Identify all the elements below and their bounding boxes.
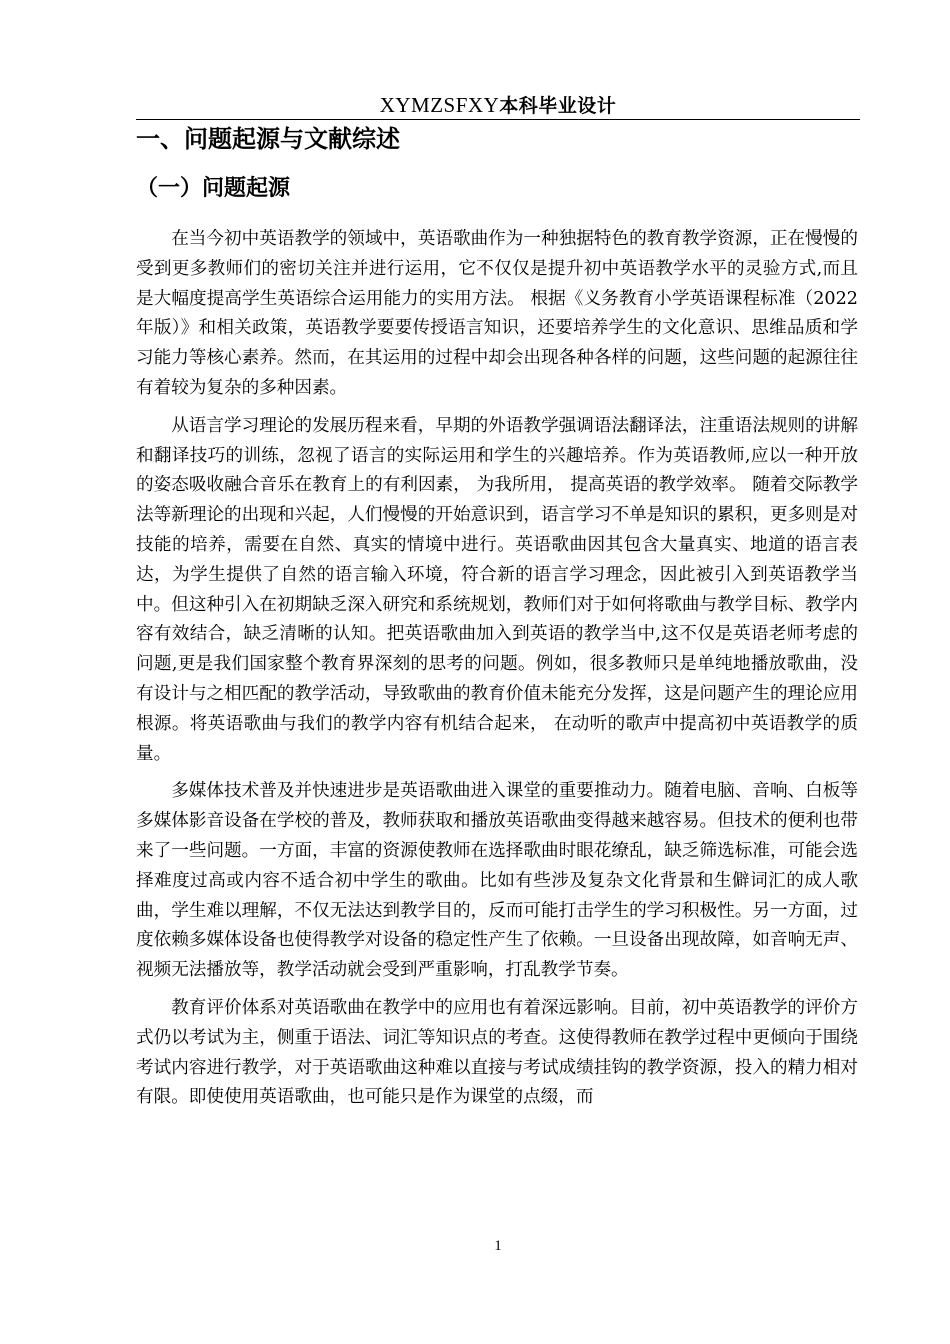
page-number: 1 xyxy=(494,1238,502,1254)
paragraph: 教育评价体系对英语歌曲在教学中的应用也有着深远影响。目前，初中英语教学的评价方式仍以考试为主，侧重于语法、词汇等知识点的考查。这使得教师在教学过程中更倾向于围绕考试内容进行教学，对于英语歌曲这种难以直接与考试成绩挂钩的教学资源，投入的精力相对有限。即使使用英语歌曲，也可能只是作为课堂的点缀，而 xyxy=(136,997,858,1108)
header-code: XYMZSFXY xyxy=(379,93,500,117)
body-text xyxy=(136,225,858,1121)
paragraph: 从语言学习理论的发展历程来看，早期的外语教学强调语法翻译法，注重语法规则的讲解和翻译技巧的训练，忽视了语言的实际运用和学生的兴趣培养。作为英语教师,应以一种开放的姿态吸收融合音乐在教育上的有利因素， 为我所用， 提高英语的教学效率。 随着交际教学法等新理论的出现和兴起，人们慢慢的开始意识到，语言学习不单是知识的累积，更多则是对技能的培养，需要在自然、真实的情境中进行。英语歌曲因其包含大量真实、地道的语言表达，为学生提供了自然的语言输入环境，符合新的语言学习理念，因此被引入到英语教学当中。但这种引入在初期缺乏深入研究和系统规划，教师们对于如何将歌曲与教学目标、教学内容有效结合，缺乏清晰的认知。把英语歌曲加入到英语的教学当中,这不仅是英语老师考虑的问题,更是我们国家整个教育界深刻的思考的问题。例如，很多教师只是单纯地播放歌曲，没有设计与之相匹配的教学活动，导致歌曲的教育价值未能充分发挥，这是问题产生的理论应用根源。将英语歌曲与我们的教学内容有机结合起来， 在动听的歌声中提高初中英语教学的质量。 xyxy=(136,415,858,764)
paragraph: 在当今初中英语教学的领域中，英语歌曲作为一种独据特色的教育教学资源，正在慢慢的受到更多教师们的密切关注并进行运用，它不仅仅是提升初中英语教学水平的灵验方式,而且是大幅度提高学生英语综合运用能力的实用方法。 根据《义务教育小学英语课程标准（2022年版）》和相关政策，英语教学要要传授语言知识，还要培养学生的文化意识、思维品质和学习能力等核心素养。然而，在其运用的过程中却会出现各种各样的问题，这些问题的起源往往有着较为复杂的多种因素。 xyxy=(136,229,858,398)
subsection-title: （一）问题起源 xyxy=(136,176,291,201)
header-label: 本科毕业设计 xyxy=(499,95,617,117)
paragraph: 多媒体技术普及并快速进步是英语歌曲进入课堂的重要推动力。随着电脑、音响、白板等多媒体影音设备在学校的普及，教师获取和播放英语歌曲变得越来越容易。但技术的便利也带来了一些问题。一方面，丰富的资源使教师在选择歌曲时眼花缭乱，缺乏筛选标准，可能会选择难度过高或内容不适合初中学生的歌曲。比如有些涉及复杂文化背景和生僻词汇的成人歌曲，学生难以理解，不仅无法达到教学目的，反而可能打击学生的学习积极性。另一方面，过度依赖多媒体设备也使得教学对设备的稳定性产生了依赖。一旦设备出现故障，如音响无声、视频无法播放等，教学活动就会受到严重影响，打乱教学节奏。 xyxy=(136,781,858,981)
section-title: 一、问题起源与文献综述 xyxy=(136,125,400,153)
running-header xyxy=(136,90,860,120)
